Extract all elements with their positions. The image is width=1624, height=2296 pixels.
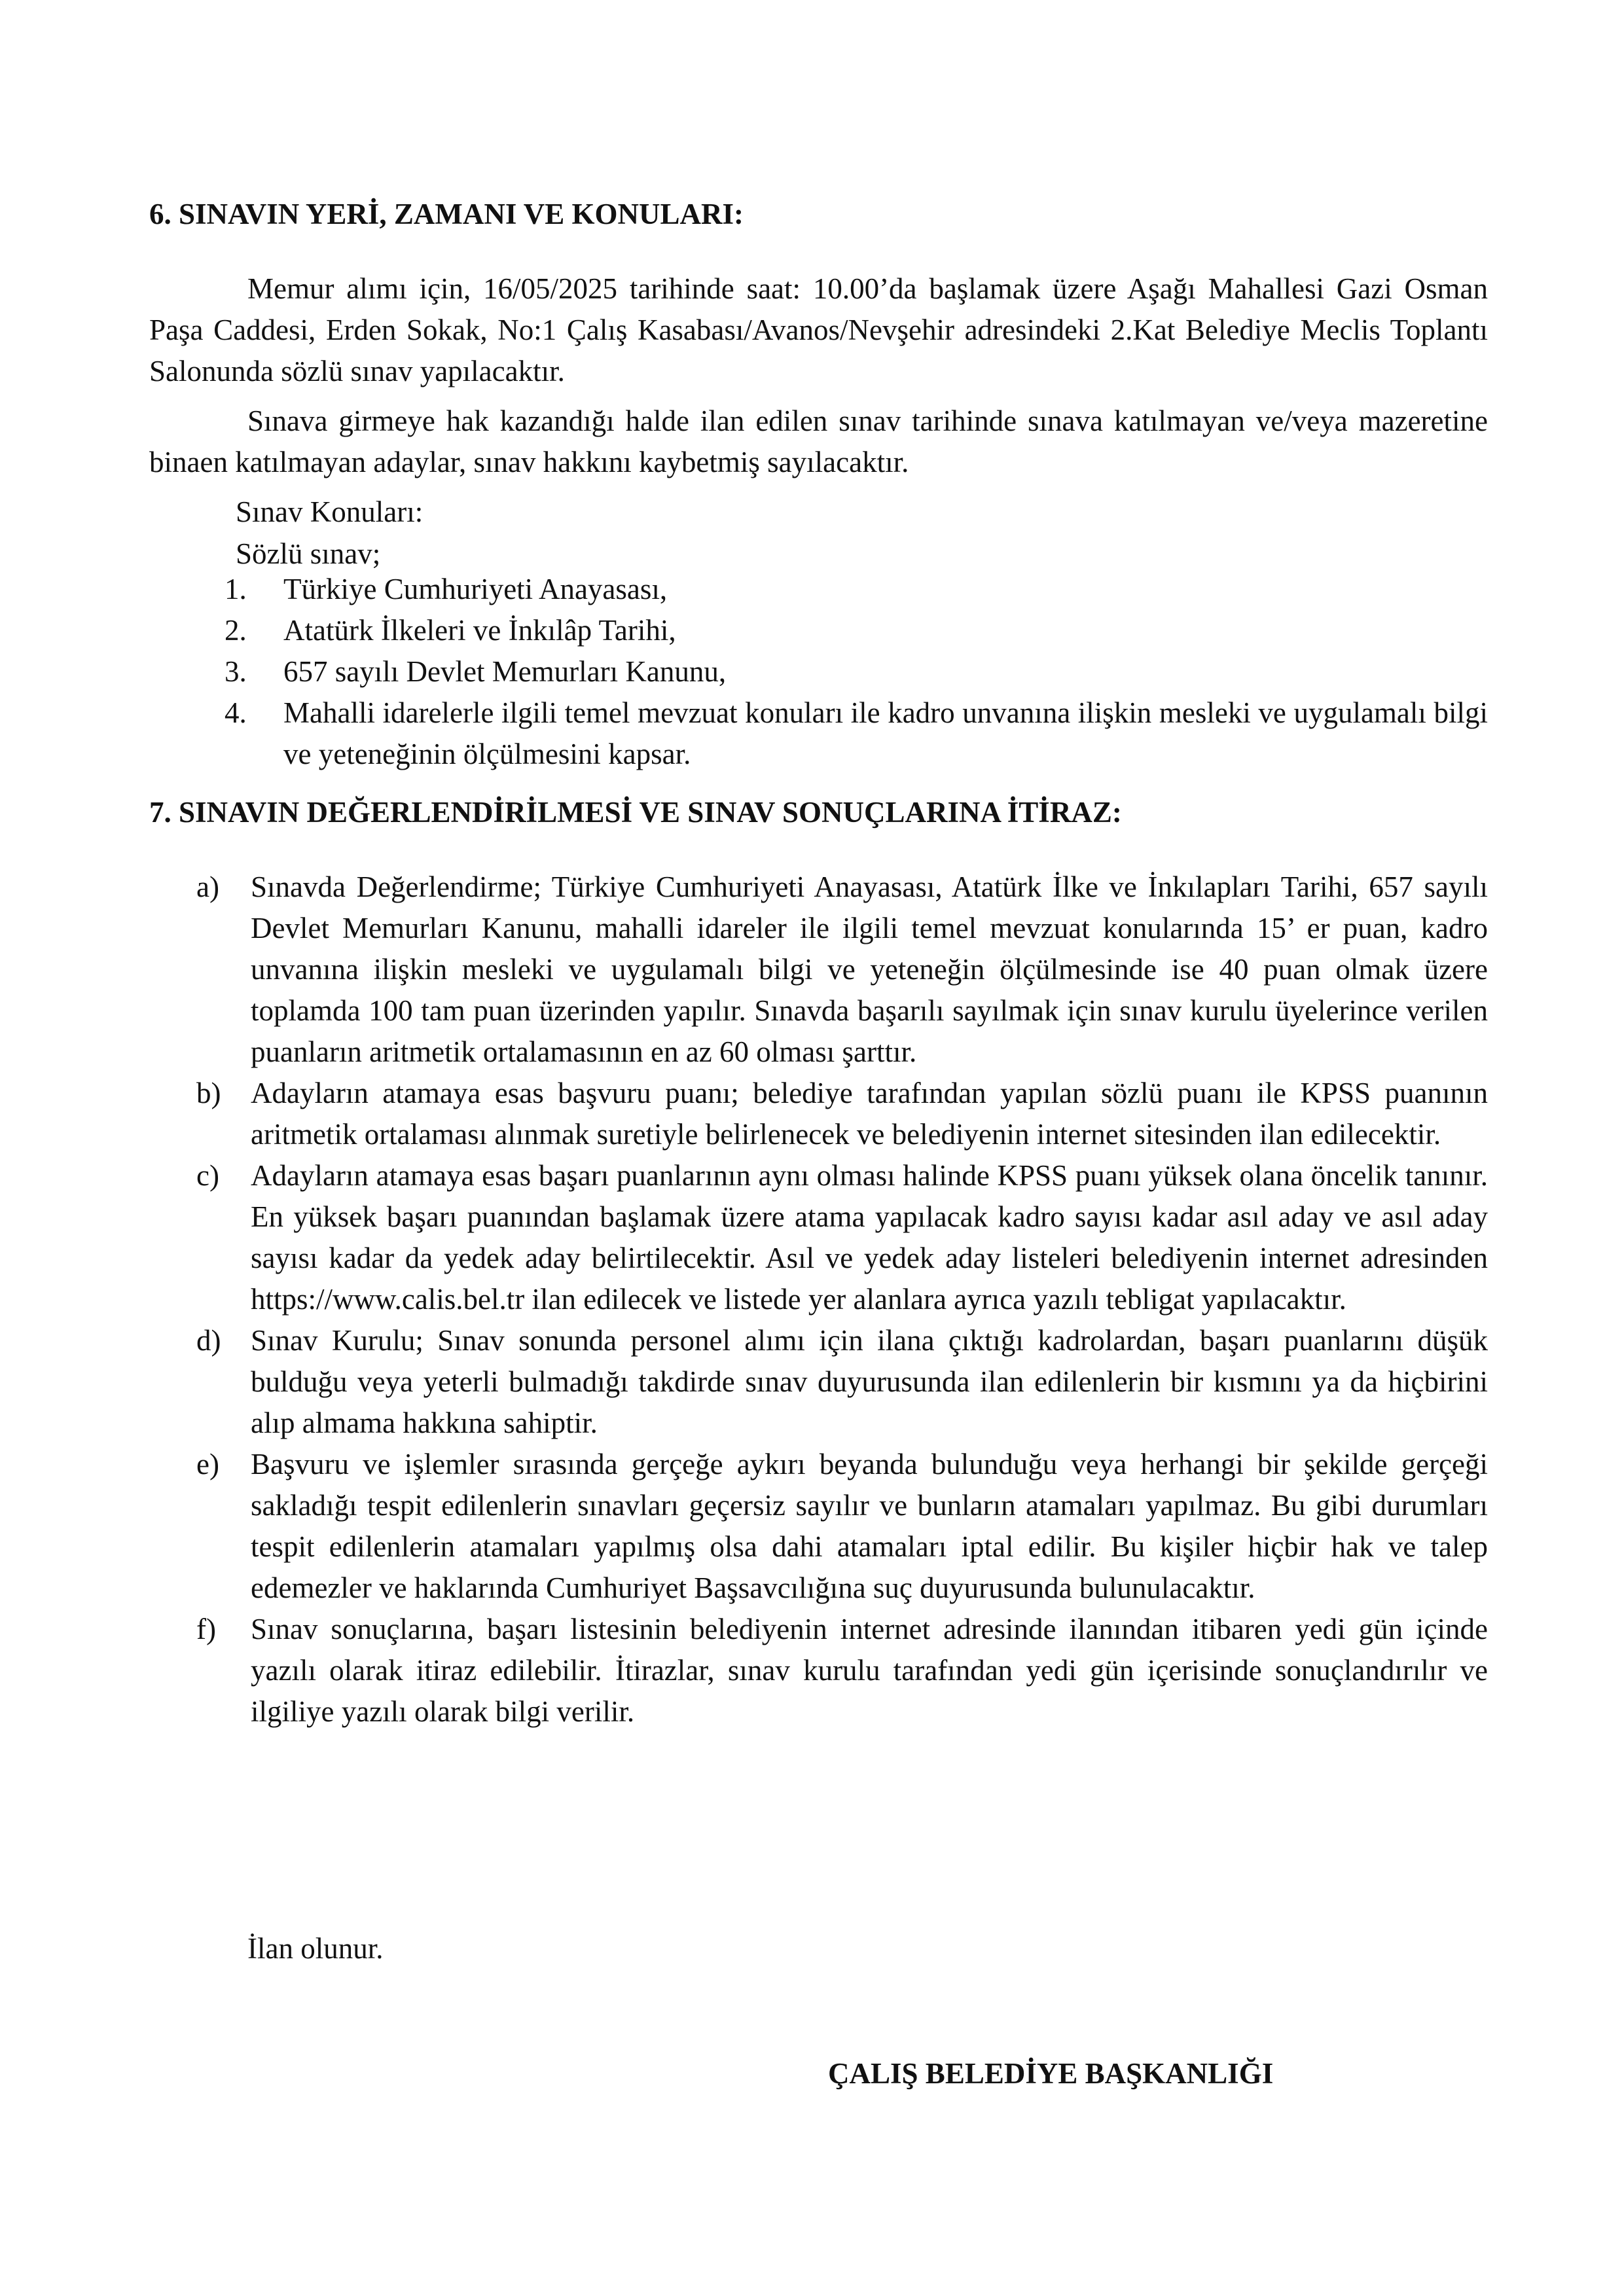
exam-topics-label: Sınav Konuları:	[236, 495, 424, 528]
section-6-paragraph-1	[149, 268, 1488, 392]
list-item	[149, 569, 1488, 610]
section-6-paragraph-2	[149, 401, 1488, 483]
list-item-text: Atatürk İlkeleri ve İnkılâp Tarihi,	[283, 614, 676, 647]
list-item	[149, 1609, 1488, 1732]
list-item-text: Adayların atamaya esas başvuru puanı; belediye tarafından yapılan sözlü puanı ile KPSS puanının aritmetik ortalaması alınmak suretiyle belirlenecek ve belediyenin internet sitesinden ilan edilecektir.	[251, 1077, 1488, 1151]
exam-topics-list	[149, 569, 1488, 775]
section-6-paragraph-1-text: Memur alımı için, 16/05/2025 tarihinde saat: 10.00’da başlamak üzere Aşağı Mahallesi Gazi Osman Paşa Caddesi, Erden Sokak, No:1 Çalış Kasabası/Avanos/Nevşehir adresindeki 2.Kat Belediye Meclis Toplantı Salonunda sözlü sınav yapılacaktır.	[149, 272, 1488, 387]
list-item	[149, 1073, 1488, 1155]
list-item-text: Adayların atamaya esas başarı puanlarının aynı olması halinde KPSS puanı yüksek olana öncelik tanınır. En yüksek başarı puanından başlamak üzere atama yapılacak kadro sayısı kadar asıl aday ve asıl aday sayısı kadar da yedek aday belirtilecektir. Asıl ve yedek aday listeleri belediyenin internet adresinden https://www.calis.bel.tr ilan edilecek ve listede yer alanlara ayrıca yazılı tebligat yapılacaktır.	[251, 1159, 1488, 1316]
list-item	[149, 1444, 1488, 1609]
list-item	[149, 867, 1488, 1073]
list-item-letter: d)	[196, 1324, 221, 1357]
list-item-number: 4.	[225, 696, 247, 729]
oral-exam-label: Sözlü sınav;	[236, 537, 381, 570]
list-item-number: 1.	[225, 573, 247, 605]
list-item-text: 657 sayılı Devlet Memurları Kanunu,	[283, 655, 727, 688]
list-item-text: Sınav sonuçlarına, başarı listesinin belediyenin internet adresinde ilanından itibaren yedi gün içinde yazılı olarak itiraz edilebilir. İtirazlar, sınav kurulu tarafından yedi gün içerisinde sonuçlandırılır ve ilgiliye yazılı olarak bilgi verilir.	[251, 1613, 1488, 1728]
list-item-text: Türkiye Cumhuriyeti Anayasası,	[283, 573, 668, 605]
list-item-number: 3.	[225, 655, 247, 688]
list-item	[149, 651, 1488, 692]
list-item-letter: c)	[196, 1159, 219, 1192]
list-item-text: Mahalli idarelerle ilgili temel mevzuat konuları ile kadro unvanına ilişkin mesleki ve uygulamalı bilgi ve yeteneğinin ölçülmesini kapsar.	[283, 696, 1488, 770]
list-item	[149, 610, 1488, 651]
list-item-text: Başvuru ve işlemler sırasında gerçeğe aykırı beyanda bulunduğu veya herhangi bir şekilde gerçeği sakladığı tespit edilenlerin sınavları geçersiz sayılır ve bunların atamaları yapılmaz. Bu gibi durumları tespit edilenlerin atamaları yapılmış olsa dahi atamaları iptal edilir. Bu kişiler hiçbir hak ve talep edemezler ve haklarında Cumhuriyet Başsavcılığına suç duyurusunda bulunulacaktır.	[251, 1448, 1488, 1604]
signature-block: ÇALIŞ BELEDİYE BAŞKANLIĞI	[828, 2057, 1274, 2090]
document-page	[149, 0, 1488, 2296]
list-item-letter: e)	[196, 1448, 219, 1480]
list-item-text: Sınavda Değerlendirme; Türkiye Cumhuriyeti Anayasası, Atatürk İlke ve İnkılapları Tarihi, 657 sayılı Devlet Memurları Kanunu, mahalli idareler ile ilgili temel mevzuat konularında 15’ er puan, kadro unvanına ilişkin mesleki ve uygulamalı bilgi ve yeteneğin ölçülmesinde ise 40 puan olmak üzere toplamda 100 tam puan üzerinden yapılır. Sınavda başarılı sayılmak için sınav kurulu üyelerince verilen puanların aritmetik ortalamasının en az 60 olması şarttır.	[251, 870, 1488, 1068]
closing-line: İlan olunur.	[247, 1932, 384, 1965]
list-item	[149, 1155, 1488, 1320]
list-item	[149, 1320, 1488, 1444]
section-6-paragraph-2-text: Sınava girmeye hak kazandığı halde ilan edilen sınav tarihinde sınava katılmayan ve/veya mazeretine binaen katılmayan adaylar, sınav hakkını kaybetmiş sayılacaktır.	[149, 404, 1488, 478]
list-item-letter: b)	[196, 1077, 221, 1109]
list-item-letter: a)	[196, 870, 219, 903]
list-item-text: Sınav Kurulu; Sınav sonunda personel alımı için ilana çıktığı kadrolardan, başarı puanlarını düşük bulduğu veya yeterli bulmadığı takdirde sınav duyurusunda ilan edilenlerin bir kısmını ya da hiçbirini alıp almama hakkına sahiptir.	[251, 1324, 1488, 1439]
list-item	[149, 692, 1488, 775]
section-6-heading: 6. SINAVIN YERİ, ZAMANI VE KONULARI:	[149, 198, 744, 230]
list-item-number: 2.	[225, 614, 247, 647]
evaluation-rules-list	[149, 867, 1488, 1732]
list-item-letter: f)	[196, 1613, 216, 1645]
section-7-heading: 7. SINAVIN DEĞERLENDİRİLMESİ VE SINAV SONUÇLARINA İTİRAZ:	[149, 796, 1122, 829]
